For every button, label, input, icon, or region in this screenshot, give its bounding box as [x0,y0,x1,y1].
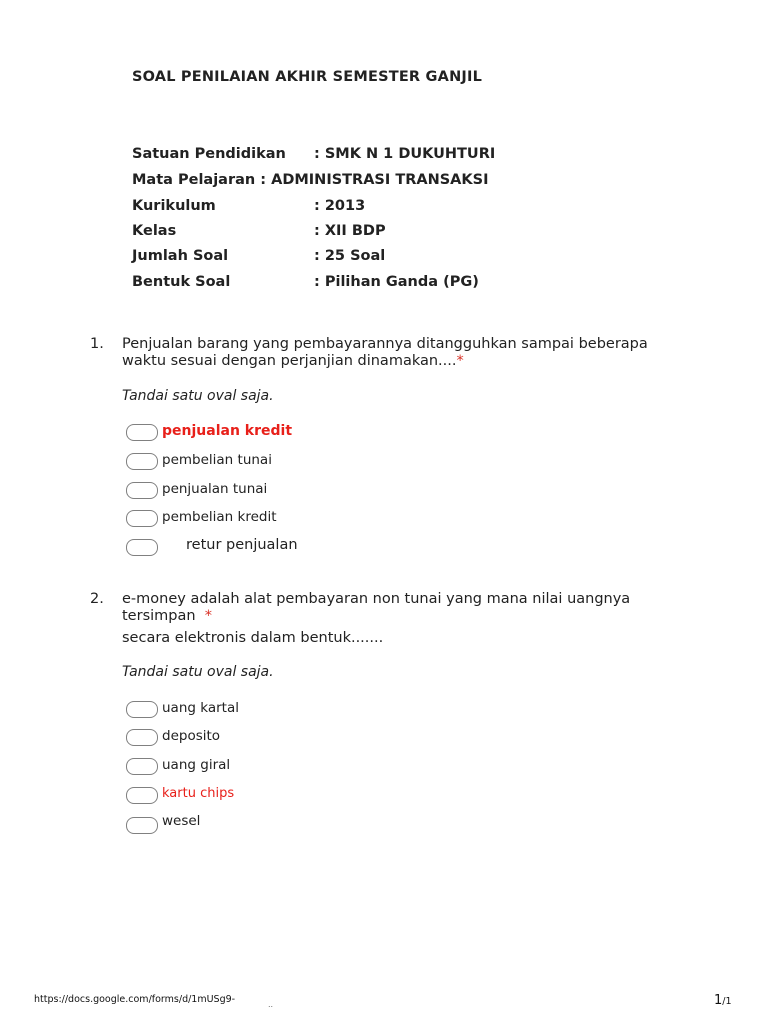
radio-oval[interactable] [126,729,158,746]
question-2-number: 2. [90,591,104,607]
option-label: retur penjualan [186,537,298,553]
radio-oval[interactable] [126,453,158,470]
meta-key-mapel: Mata Pelajaran : ADMINISTRASI TRANSAKSI [132,172,489,188]
footer-url: https://docs.google.com/forms/d/1mUSg9- [34,994,236,1005]
question-2-line2: tersimpan * [122,608,213,624]
question-2-line1: e-money adalah alat pembayaran non tunai yang mana nilai uangnya [122,591,631,607]
radio-oval[interactable] [126,510,158,527]
option-label: deposito [162,728,221,744]
meta-value-kelas: : XII BDP [314,223,386,239]
radio-oval[interactable] [126,424,158,441]
radio-oval[interactable] [126,758,158,775]
question-1-line2: waktu sesuai dengan perjanjian dinamakan....* [122,353,464,369]
option-label: pembelian kredit [162,509,277,525]
document-title: SOAL PENILAIAN AKHIR SEMESTER GANJIL [132,69,483,85]
question-1-number: 1. [90,336,104,352]
required-mark: * [204,608,213,624]
question-1-line1: Penjualan barang yang pembayarannya ditangguhkan sampai beberapa [122,336,648,352]
radio-oval[interactable] [126,817,158,834]
option-label: penjualan tunai [162,481,268,497]
option-label-correct: kartu chips [162,786,235,801]
footer-dots: .. [268,1000,274,1009]
question-1-hint: Tandai satu oval saja. [122,388,274,404]
radio-oval[interactable] [126,482,158,499]
meta-key-jumlah: Jumlah Soal [132,248,229,264]
meta-key-kelas: Kelas [132,223,177,239]
radio-oval[interactable] [126,701,158,718]
meta-value-satuan: : SMK N 1 DUKUHTURI [314,146,496,162]
meta-key-kurikulum: Kurikulum [132,198,216,214]
option-label: pembelian tunai [162,452,272,468]
meta-value-jumlah: : 25 Soal [314,248,386,264]
meta-value-kurikulum: : 2013 [314,198,366,214]
option-label: uang kartal [162,700,239,716]
option-label: wesel [162,813,201,829]
page-number: 1/1 [714,993,732,1008]
required-mark: * [456,353,464,369]
meta-key-satuan: Satuan Pendidikan [132,146,286,162]
question-2-line3: secara elektronis dalam bentuk....... [122,630,384,646]
meta-key-bentuk: Bentuk Soal [132,274,231,290]
radio-oval[interactable] [126,539,158,556]
meta-value-bentuk: : Pilihan Ganda (PG) [314,274,479,290]
option-label-correct: penjualan kredit [162,423,293,439]
option-label: uang giral [162,757,231,773]
radio-oval[interactable] [126,787,158,804]
question-2-hint: Tandai satu oval saja. [122,664,274,680]
